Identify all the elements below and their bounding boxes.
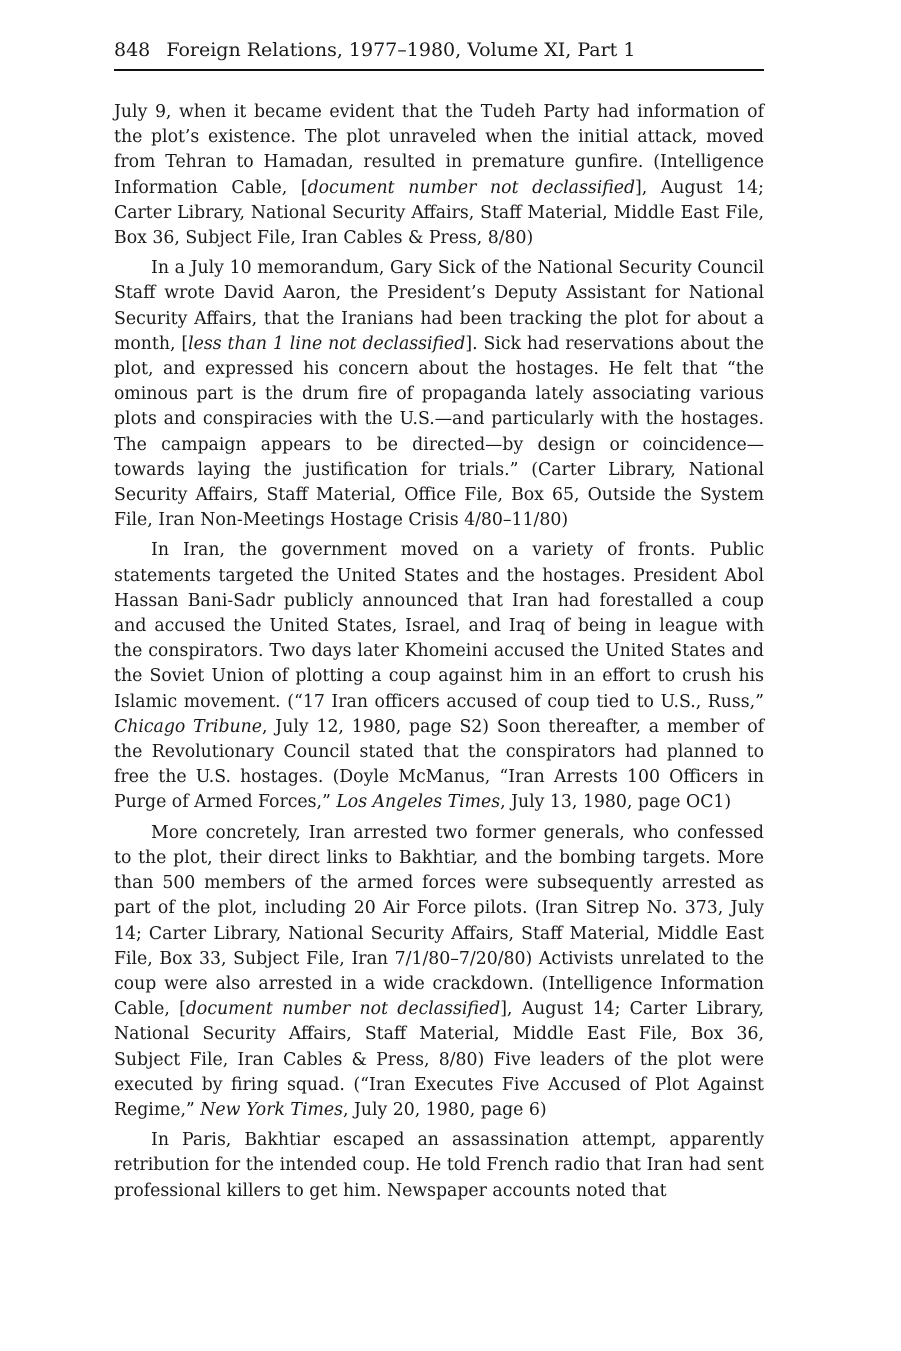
body-text <box>114 100 764 1209</box>
text-span: , July 13, 1980, page OC1) <box>500 792 732 813</box>
paragraph <box>114 256 764 533</box>
text-span: ], August 14; Carter Library, National Security Affairs, Staff Material, Middle East File, Box 36, Subject File, Iran Cables & Press, 8/80) <box>114 177 764 249</box>
running-title: Foreign Relations, 1977–1980, Volume XI, Part 1 <box>166 39 636 61</box>
running-header <box>114 38 764 62</box>
redaction-note: document number not declassified <box>307 177 636 198</box>
text-span: July 9, when it became evident that the Tudeh Party had information of the plot’s existence. The plot unraveled when the initial attack, moved from Tehran to Hamadan, resulted in premature gunfire. (Intelligence Information Cable, [ <box>114 102 764 198</box>
text-span: , July 20, 1980, page 6) <box>342 1099 547 1120</box>
paragraph-continued <box>114 100 764 251</box>
paragraph <box>114 1128 764 1204</box>
redaction-note: less than 1 line not declassified <box>188 333 466 354</box>
publication-title: Chicago Tribune <box>114 716 262 737</box>
publication-title: Los Angeles Times <box>336 792 501 813</box>
text-span: In a July 10 memorandum, Gary Sick of the National Security Council Staff wrote David Aaron, the President’s Deputy Assistant for National Security Affairs, that the Iranians had been tracking the plot for about a month, [ <box>114 258 764 354</box>
header-rule <box>114 69 764 71</box>
text-span: In Paris, Bakhtiar escaped an assassination attempt, apparently retribution for the intended coup. He told French radio that Iran had sent professional killers to get him. Newspaper accounts noted that <box>114 1130 764 1201</box>
publication-title: New York Times <box>200 1099 343 1120</box>
text-span: ], August 14; Carter Library, National Security Affairs, Staff Material, Middle East File, Box 36, Subject File, Iran Cables & Press, 8/80) Five leaders of the plot were executed by firing squad. (“Iran Executes Five Accused of Plot Against Regime,” <box>114 999 764 1120</box>
redaction-note: document number not declassified <box>185 999 501 1020</box>
paragraph <box>114 538 764 815</box>
text-span: ]. Sick had reservations about the plot, and expressed his concern about the hostages. He felt that “the ominous part is the drum fire of propaganda lately associating various plots and conspiracies with the U.S.—and particularly with the hostages. The campaign appears to be directed—by design or coincidence—towards laying the justification for trials.” (Carter Library, National Security Affairs, Staff Material, Office File, Box 65, Outside the System File, Iran Non-Meetings Hostage Crisis 4/80–11/80) <box>114 333 764 531</box>
page-number: 848 <box>114 39 151 61</box>
text-span: In Iran, the government moved on a variety of fronts. Public statements targeted the United States and the hostages. President Abol Hassan Bani-Sadr publicly announced that Iran had forestalled a coup and accused the United States, Israel, and Iraq of being in league with the conspirators. Two days later Khomeini accused the United States and the Soviet Union of plotting a coup against him in an effort to crush his Islamic movement. (“17 Iran officers accused of coup tied to U.S., Russ,” <box>114 540 764 712</box>
text-span: , July 12, 1980, page S2) Soon thereafter, a member of the Revolutionary Council stated that the conspirators had planned to free the U.S. hostages. (Doyle McManus, “Iran Arrests 100 Officers in Purge of Armed Forces,” <box>114 716 765 813</box>
text-span: More concretely, Iran arrested two former generals, who confessed to the plot, their direct links to Bakhtiar, and the bombing targets. More than 500 members of the armed forces were subsequently arrested as part of the plot, including 20 Air Force pilots. (Iran Sitrep No. 373, July 14; Carter Library, National Security Affairs, Staff Material, Middle East File, Box 33, Subject File, Iran 7/1/80–7/20/80) Activists unrelated to the coup were also arrested in a wide crackdown. (Intelligence Information Cable, [ <box>114 822 764 1020</box>
paragraph <box>114 821 764 1123</box>
